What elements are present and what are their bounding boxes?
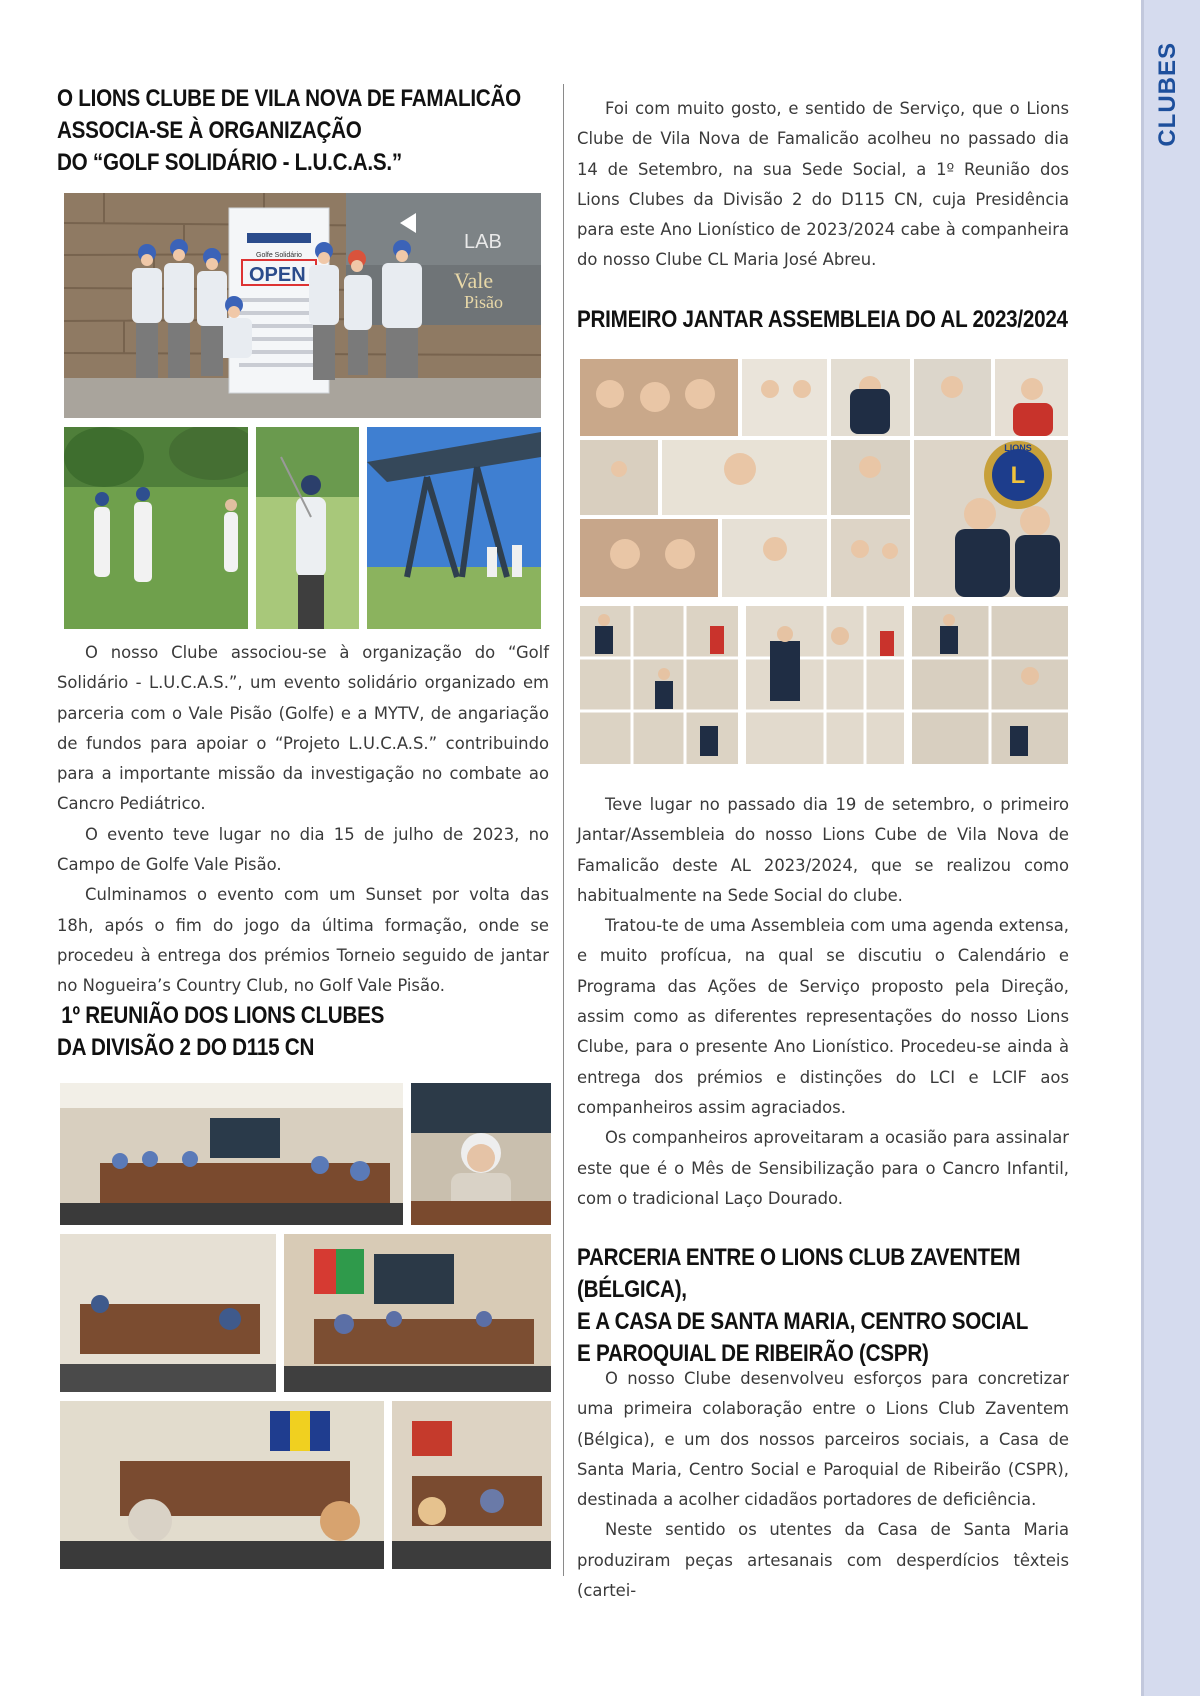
dinner-paragraph-3: Os companheiros aproveitaram a ocasião para assinalar este que é o Mês de Sensibilização para o Cancro Infantil, com o tradicional Laço Dourado.: [577, 1128, 1069, 1208]
partnership-paragraph-1: O nosso Clube desenvolveu esforços para concretizar uma primeira colaboração entre o Lions Club Zaventem (Bélgica), e um dos nossos parceiros sociais, a Casa de Santa Maria, Centro Social e Paroquial de Ribeirão (CSPR), destinada a acolher cidadãos portadores de deficiência.: [577, 1369, 1069, 1510]
golf-course-photo-3: [367, 427, 541, 629]
svg-text:L: L: [1010, 462, 1026, 489]
partnership-title-line-2: E A CASA DE SANTA MARIA, CENTRO SOCIAL: [577, 1308, 1029, 1335]
dinner-article-body: [577, 790, 1069, 1214]
lions-logo-text: LIONS: [1004, 443, 1032, 453]
meeting-photo-3: [60, 1234, 276, 1392]
dinner-title-line: PRIMEIRO JANTAR ASSEMBLEIA DO AL 2023/2024: [577, 306, 1068, 333]
golf-team-photo: [64, 193, 541, 418]
partnership-article-title: [577, 1242, 1069, 1370]
column-divider: [563, 84, 564, 1576]
golf-article-title: [57, 83, 549, 179]
golf-article-body: [57, 638, 549, 1002]
dinner-collage-bottom: [580, 606, 1068, 764]
dinner-paragraph-2: Tratou-te de uma Assembleia com uma agenda extensa, e muito profícua, na qual se discutiu o Calendário e Programa das Ações de Serviço proposto pela Direção, assim como as diferentes representações do nosso Lions Clube, para o presente Ano Lionístico. Procedeu-se ainda à entrega dos prémios e distinções do LCI e LCIF aos companheiros assim agraciados.: [577, 916, 1069, 1117]
meeting-photo-6: [392, 1401, 551, 1569]
meeting-article-body: [577, 94, 1069, 276]
partnership-title-line-3: E PAROQUIAL DE RIBEIRÃO (CSPR): [577, 1340, 929, 1367]
golf-title-line-1: O LIONS CLUBE DE VILA NOVA DE FAMALICÃO: [57, 85, 521, 112]
partnership-paragraph-2: Neste sentido os utentes da Casa de Santa Maria produziram peças artesanais com desperdícios têxteis (cartei-: [577, 1520, 1069, 1601]
section-sidebar: [1141, 0, 1200, 1696]
partnership-title-line-1: PARCERIA ENTRE O LIONS CLUB ZAVENTEM (BÉLGICA),: [577, 1244, 1021, 1303]
meeting-photo-2: [411, 1083, 551, 1225]
meeting-article-title: [57, 1000, 549, 1064]
vale-sign-text: Vale: [454, 268, 494, 293]
golf-paragraph-3: Culminamos o evento com um Sunset por volta das 18h, após o fim do jogo da última formação, onde se procedeu à entrega dos prémios Torneio seguido de jantar no Nogueira’s Country Club, no Golf Vale Pisão.: [57, 885, 549, 996]
partnership-article-body: [577, 1364, 1069, 1606]
meeting-photo-5: [60, 1401, 384, 1569]
section-label: CLUBES: [1154, 42, 1181, 147]
golf-title-line-2: ASSOCIA-SE À ORGANIZAÇÃO: [57, 117, 362, 144]
meeting-title-line-1: 1º REUNIÃO DOS LIONS CLUBES: [61, 1002, 385, 1029]
dinner-paragraph-1: Teve lugar no passado dia 19 de setembro, o primeiro Jantar/Assembleia do nosso Lions Cube de Vila Nova de Famalicão deste AL 2023/2024, que se realizou como habitualmente na Sede Social do clube.: [577, 795, 1069, 905]
meeting-photo-1: [60, 1083, 403, 1225]
meeting-photo-4: [284, 1234, 551, 1392]
banner-small-text: Golfe Solidário: [256, 252, 302, 259]
golf-title-line-3: DO “GOLF SOLIDÁRIO - L.U.C.A.S.”: [57, 149, 402, 176]
golf-course-photo-2: [256, 427, 359, 629]
golf-paragraph-2: O evento teve lugar no dia 15 de julho de 2023, no Campo de Golfe Vale Pisão.: [57, 824, 549, 875]
lab-sign-text: LAB: [464, 231, 502, 253]
pisao-sign-text: Pisão: [464, 292, 504, 312]
meeting-paragraph: Foi com muito gosto, e sentido de Serviço, que o Lions Clube de Vila Nova de Famalicão acolheu no passado dia 14 de Setembro, na sua Sede Social, a 1º Reunião dos Lions Clubes da Divisão 2 do D115 CN, cuja Presidência para este Ano Lionístico de 2023/2024 cabe à companheira do nosso Clube CL Maria José Abreu.: [577, 99, 1069, 270]
golf-paragraph-1: O nosso Clube associou-se à organização do “Golf Solidário - L.U.C.A.S.”, um evento solidário organizado em parceria com o Vale Pisão (Golfe) e a MYTV, de angariação de fundos para apoiar o “Projeto L.U.C.A.S.” contribuindo para a importante missão da investigação no combate ao Cancro Pediátrico.: [57, 643, 549, 814]
meeting-title-line-2: DA DIVISÃO 2 DO D115 CN: [57, 1034, 315, 1061]
banner-open-text: OPEN: [249, 264, 306, 286]
dinner-collage-top: [580, 359, 1068, 597]
golf-course-photo-1: [64, 427, 248, 629]
dinner-article-title: [577, 304, 1069, 336]
